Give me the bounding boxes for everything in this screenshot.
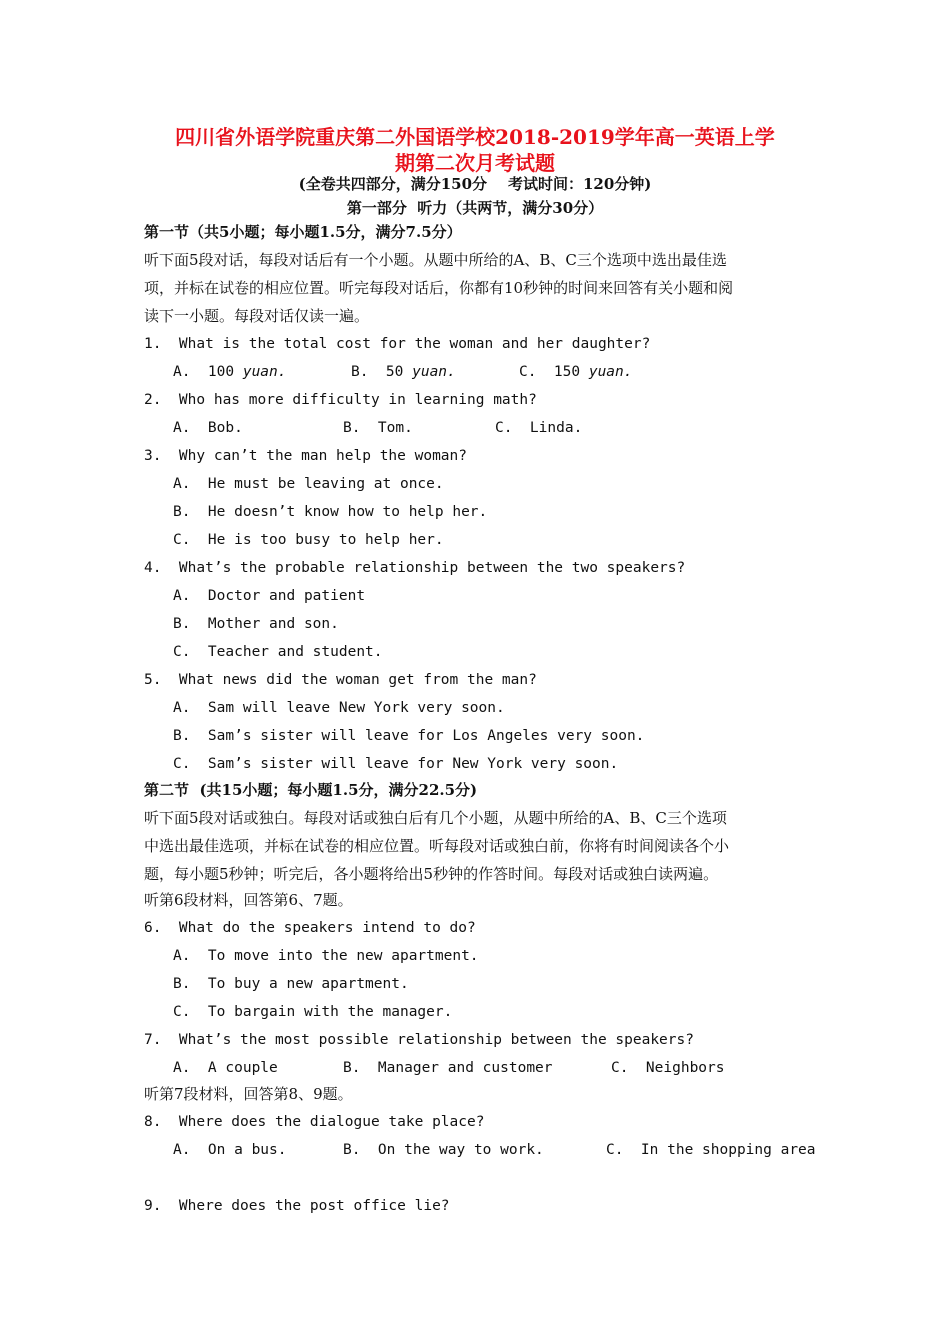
question-7: 7. What’s the most possible relationship between the speakers? bbox=[144, 1032, 694, 1048]
question-3: 3. Why can’t the man help the woman? bbox=[144, 448, 468, 464]
q2-option-a: A. Bob. bbox=[173, 420, 243, 436]
exam-title-line1: 四川省外语学院重庆第二外国语学校2018-2019学年高一英语上学 bbox=[175, 125, 775, 149]
q2-option-b: B. Tom. bbox=[343, 420, 413, 436]
question-1: 1. What is the total cost for the woman and her daughter? bbox=[144, 336, 651, 352]
q6-option-a: A. To move into the new apartment. bbox=[173, 948, 479, 964]
section2-instructions-line: 听下面5段对话或独白。每段对话或独白后有几个小题，从题中所给的A、B、C三个选项 bbox=[144, 809, 727, 827]
q1-option-a: A. 100 yuan. bbox=[173, 364, 287, 380]
q4-option-a: A. Doctor and patient bbox=[173, 588, 366, 604]
question-4: 4. What’s the probable relationship between the two speakers? bbox=[144, 560, 686, 576]
q8-option-b: B. On the way to work. bbox=[343, 1142, 544, 1158]
question-6: 6. What do the speakers intend to do? bbox=[144, 920, 476, 936]
section1-instructions-line: 听下面5段对话，每段对话后有一个小题。从题中所给的A、B、C三个选项中选出最佳选 bbox=[144, 251, 727, 269]
q1-option-b: B. 50 yuan. bbox=[351, 364, 456, 380]
q1-option-c: C. 150 yuan. bbox=[519, 364, 633, 380]
q7-option-b: B. Manager and customer bbox=[343, 1060, 553, 1076]
section1-heading: 第一节（共5小题；每小题1.5分，满分7.5分） bbox=[144, 223, 462, 241]
q6-option-b: B. To buy a new apartment. bbox=[173, 976, 409, 992]
exam-info: (全卷共四部分，满分150分 考试时间：120分钟) bbox=[298, 175, 652, 193]
q4-option-c: C. Teacher and student. bbox=[173, 644, 383, 660]
section2-instructions-line: 中选出最佳选项，并标在试卷的相应位置。听每段对话或独白前，你将有时间阅读各个小 bbox=[144, 837, 730, 855]
q8-option-a: A. On a bus. bbox=[173, 1142, 287, 1158]
material-7-note: 听第7段材料，回答第8、9题。 bbox=[144, 1085, 353, 1103]
section2-heading: 第二节 (共15小题；每小题1.5分，满分22.5分) bbox=[144, 781, 478, 799]
question-9: 9. Where does the post office lie? bbox=[144, 1198, 450, 1214]
q7-option-c: C. Neighbors bbox=[611, 1060, 725, 1076]
q5-option-c: C. Sam’s sister will leave for New York very soon. bbox=[173, 756, 619, 772]
q4-option-b: B. Mother and son. bbox=[173, 616, 339, 632]
exam-title-line2: 期第二次月考试题 bbox=[395, 151, 555, 175]
section1-instructions-line: 读下一小题。每段对话仅读一遍。 bbox=[144, 307, 370, 325]
q3-option-b: B. He doesn’t know how to help her. bbox=[173, 504, 488, 520]
q6-option-c: C. To bargain with the manager. bbox=[173, 1004, 453, 1020]
section1-instructions-line: 项，并标在试卷的相应位置。听完每段对话后，你都有10秒钟的时间来回答有关小题和阅 bbox=[144, 279, 734, 297]
material-6-note: 听第6段材料，回答第6、7题。 bbox=[144, 891, 353, 909]
section2-instructions-line: 题，每小题5秒钟；听完后，各小题将给出5秒钟的作答时间。每段对话或独白读两遍。 bbox=[144, 865, 719, 883]
q7-option-a: A. A couple bbox=[173, 1060, 278, 1076]
question-8: 8. Where does the dialogue take place? bbox=[144, 1114, 485, 1130]
q5-option-b: B. Sam’s sister will leave for Los Angeles very soon. bbox=[173, 728, 645, 744]
q5-option-a: A. Sam will leave New York very soon. bbox=[173, 700, 505, 716]
question-2: 2. Who has more difficulty in learning math? bbox=[144, 392, 537, 408]
part1-heading: 第一部分 听力（共两节，满分30分） bbox=[346, 199, 604, 217]
q3-option-c: C. He is too busy to help her. bbox=[173, 532, 444, 548]
q2-option-c: C. Linda. bbox=[495, 420, 583, 436]
q3-option-a: A. He must be leaving at once. bbox=[173, 476, 444, 492]
q8-option-c: C. In the shopping area bbox=[606, 1142, 816, 1158]
question-5: 5. What news did the woman get from the man? bbox=[144, 672, 537, 688]
